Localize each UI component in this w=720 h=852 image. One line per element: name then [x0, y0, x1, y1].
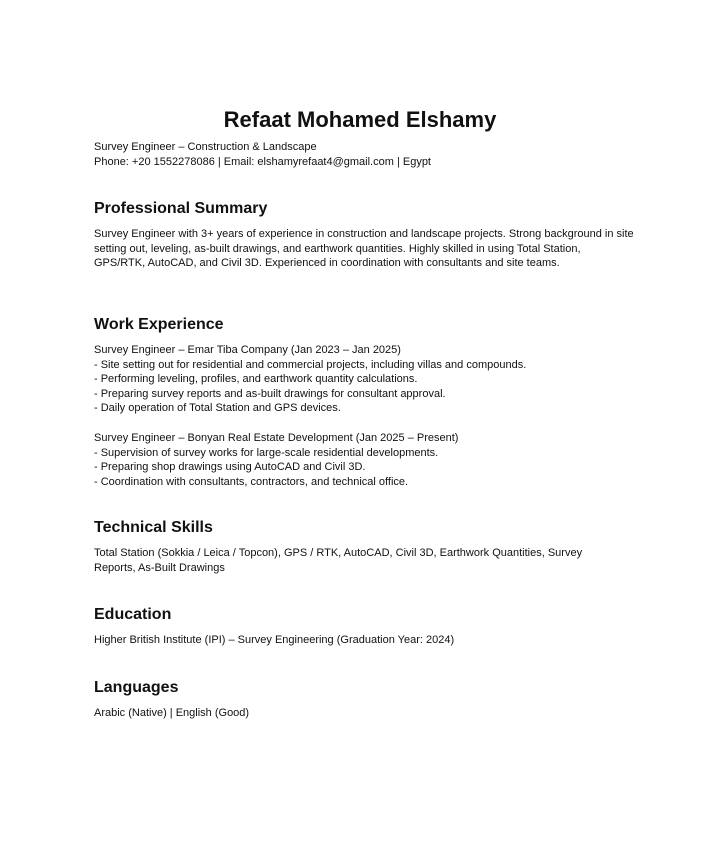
job-1-bullet: - Daily operation of Total Station and GPS devices.: [94, 402, 341, 415]
job-2-bullet: - Coordination with consultants, contractors, and technical office.: [94, 475, 409, 488]
skills-text: Total Station (Sokkia / Leica / Topcon), GPS / RTK, AutoCAD, Civil 3D, Earthwork Quantities, Survey Reports, As-Built Drawings: [94, 547, 583, 574]
languages-text: Arabic (Native) | English (Good): [94, 707, 250, 719]
summary-text: Survey Engineer with 3+ years of experience in construction and landscape projects. Strong background in site setting out, leveling, as-built drawings, and earthwork quantities. Highly skilled in using Total Station, GPS/RTK, AutoCAD, and Civil 3D. Experienced in coordination with consultants and site teams.: [94, 228, 634, 270]
job-1-bullet: - Preparing survey reports and as-built drawings for consultant approval.: [94, 387, 446, 400]
skills-section: [94, 546, 599, 575]
summary-heading: Professional Summary: [94, 200, 268, 217]
job-1: [94, 343, 654, 416]
job-1-title: Survey Engineer – Emar Tiba Company (Jan 2023 – Jan 2025): [94, 344, 401, 356]
education-section: [94, 633, 654, 648]
experience-heading: Work Experience: [94, 316, 224, 333]
header-info: [94, 140, 654, 169]
contact-line: Phone: +20 1552278086 | Email: elshamyrefaat4@gmail.com | Egypt: [94, 155, 431, 168]
education-heading: Education: [94, 606, 172, 623]
candidate-name: Refaat Mohamed Elshamy: [223, 107, 497, 132]
skills-heading: Technical Skills: [94, 519, 213, 536]
job-2-title: Survey Engineer – Bonyan Real Estate Development (Jan 2025 – Present): [94, 432, 459, 444]
job-2-bullet: - Preparing shop drawings using AutoCAD and Civil 3D.: [94, 461, 366, 474]
languages-heading: Languages: [94, 679, 179, 696]
job-2-bullet: - Supervision of survey works for large-scale residential developments.: [94, 446, 439, 459]
education-text: Higher British Institute (IPI) – Survey Engineering (Graduation Year: 2024): [94, 634, 455, 646]
job-1-bullet: - Performing leveling, profiles, and earthwork quantity calculations.: [94, 373, 418, 386]
job-1-bullet: - Site setting out for residential and commercial projects, including villas and compounds.: [94, 358, 527, 371]
job-2: [94, 431, 654, 489]
job-title: Survey Engineer – Construction & Landscape: [94, 141, 317, 153]
summary-section: [94, 227, 634, 271]
languages-section: [94, 706, 654, 721]
